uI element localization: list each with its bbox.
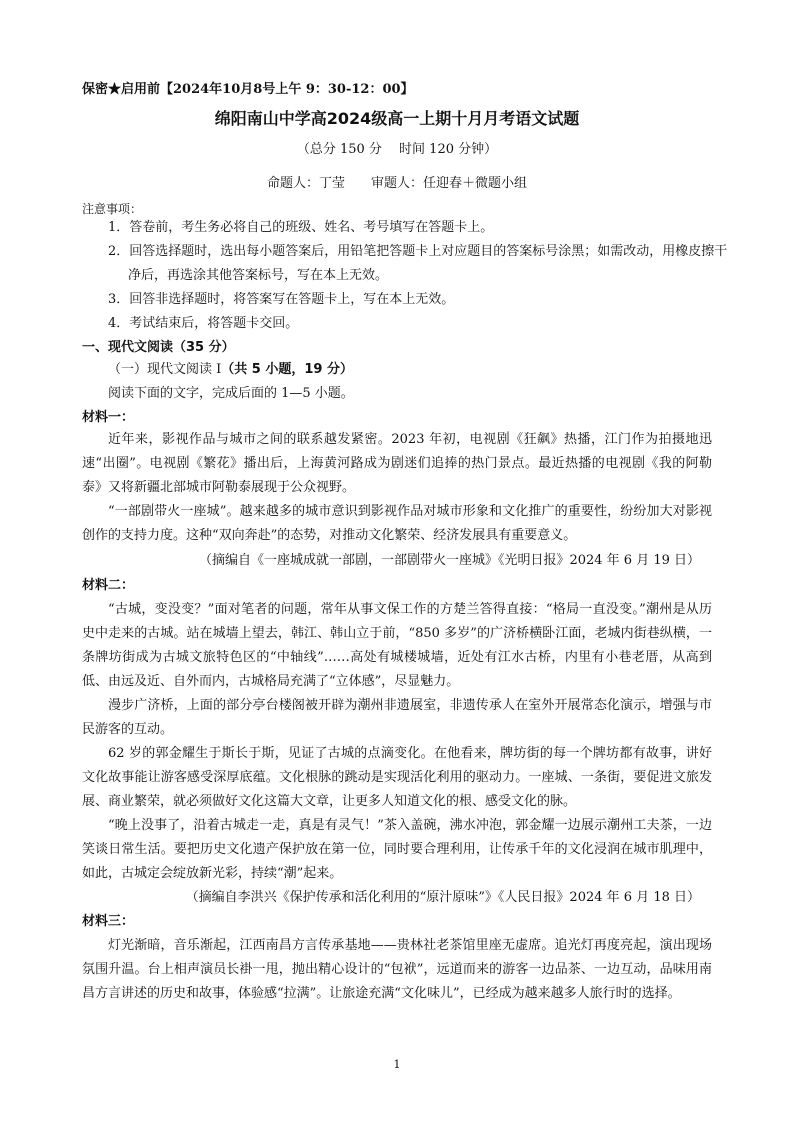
material1-paragraph: 近年来，影视作品与城市之间的联系越发紧密。2023 年初，电视剧《狂飙》热播，江门作为拍摄地迅速“出圈”。电视剧《繁花》播出后，上海黄河路成为剧迷们追捧的热门景点。最近热播的电视剧《我的阿勒泰》又将新疆北部城市阿勒泰展现于公众视野。 [82, 432, 712, 495]
material3-label: 材料三： [82, 914, 135, 929]
note-item: 3．回答非选择题时，将答案写在答题卡上，写在本上无效。 [108, 292, 455, 307]
note-item: 1．答卷前，考生务必将自己的班级、姓名、考号填写在答题卡上。 [108, 220, 494, 235]
exam-authors: 命题人：丁莹 审题人：任迎春＋微题小组 [266, 176, 527, 191]
material3-paragraph: 灯光渐暗，音乐渐起，江西南昌方言传承基地——贵林社老茶馆里座无虚席。追光灯再度亮起，演出现场氛围升温。台上相声演员长褂一甩，抛出精心设计的“包袱”，远道而来的游客一边品茶、一边互动，品味用南昌方言讲述的历史和故事，体验感“拉满”。让旅途充满“文化味儿”，已经成为越来越多人旅行时的选择。 [82, 938, 712, 1001]
subsection-heading [108, 358, 353, 377]
page-number: 1 [393, 1058, 401, 1071]
exam-subtitle: （总分 150 分 时间 120 分钟） [296, 142, 498, 157]
notes-list [108, 216, 728, 336]
material2-source: （摘编自李洪兴《保护传承和活化利用的“原汁原味”》《人民日报》2024 年 6 月 18 日） [185, 890, 700, 905]
section-heading: 一、现代文阅读（35 分） [82, 340, 235, 355]
confidential-line: 保密★启用前【2024年10月8号上午 9：30-12：00】 [82, 82, 414, 97]
note-item: 2．回答选择题时，选出每小题答案后，用铅笔把答题卡上对应题目的答案标号涂黑；如需改动，用橡皮擦干净后，再选涂其他答案标号，写在本上无效。 [108, 244, 728, 283]
exam-title: 绵阳南山中学高2024级高一上期十月月考语文试题 [214, 109, 580, 128]
subsection-count: （共 5 小题，19 分） [221, 362, 353, 377]
material1-source: （摘编自《一座城成就一部剧，一部剧带火一座城》《光明日报》2024 年 6 月 19 日） [198, 553, 700, 568]
note-item: 4．考试结束后，将答题卡交回。 [108, 316, 299, 331]
notes-label: 注意事项： [82, 202, 143, 216]
material2-label: 材料二： [82, 578, 135, 593]
material2-paragraph: 漫步广济桥，上面的部分亭台楼阁被开辟为潮州非遗展室，非遗传承人在室外开展常态化演示，增强与市民游客的互动。 [82, 698, 712, 737]
subsection-prefix: （一）现代文阅读 I [108, 362, 222, 377]
material1-paragraph: “一部剧带火一座城”。越来越多的城市意识到影视作品对城市形象和文化推广的重要性，纷纷加大对影视创作的支持力度。这种“双向奔赴”的态势，对推动文化繁荣、经济发展具有重要意义。 [82, 504, 712, 543]
material1-label: 材料一： [82, 410, 135, 425]
material2-paragraph: “晚上没事了，沿着古城走一走，真是有灵气！”茶入盖碗，沸水冲泡，郭金耀一边展示潮州工夫茶，一边笑谈日常生活。要把历史文化遗产保护放在第一位，同时要合理利用，让传承千年的文化浸润在城市肌理中，如此，古城定会绽放新光彩，持续“潮”起来。 [82, 818, 712, 881]
material2-paragraph: “古城，变没变？”面对笔者的问题，常年从事文保工作的方楚兰答得直接：“格局一直没变。”潮州是从历史中走来的古城。站在城墙上望去，韩江、韩山立于前，“850 多岁”的广济桥横卧江面，老城内街巷纵横，一条牌坊街成为古城文旅特色区的“中轴线”……高处有城楼城墙，近处有江水古桥，内里有小巷老厝，从高到低、由远及近、自外而内，古城格局充满了“立体感”，尽显魅力。 [82, 602, 712, 689]
material2-paragraph: 62 岁的郭金耀生于斯长于斯，见证了古城的点滴变化。在他看来，牌坊街的每一个牌坊都有故事，讲好文化故事能让游客感受深厚底蕴。文化根脉的跳动是实现活化利用的驱动力。一座城、一条街，要促进文旅发展、商业繁荣，就必须做好文化这篇大文章，让更多人知道文化的根、感受文化的脉。 [82, 746, 712, 809]
reading-instruction: 阅读下面的文字，完成后面的 1—5 小题。 [108, 386, 354, 401]
